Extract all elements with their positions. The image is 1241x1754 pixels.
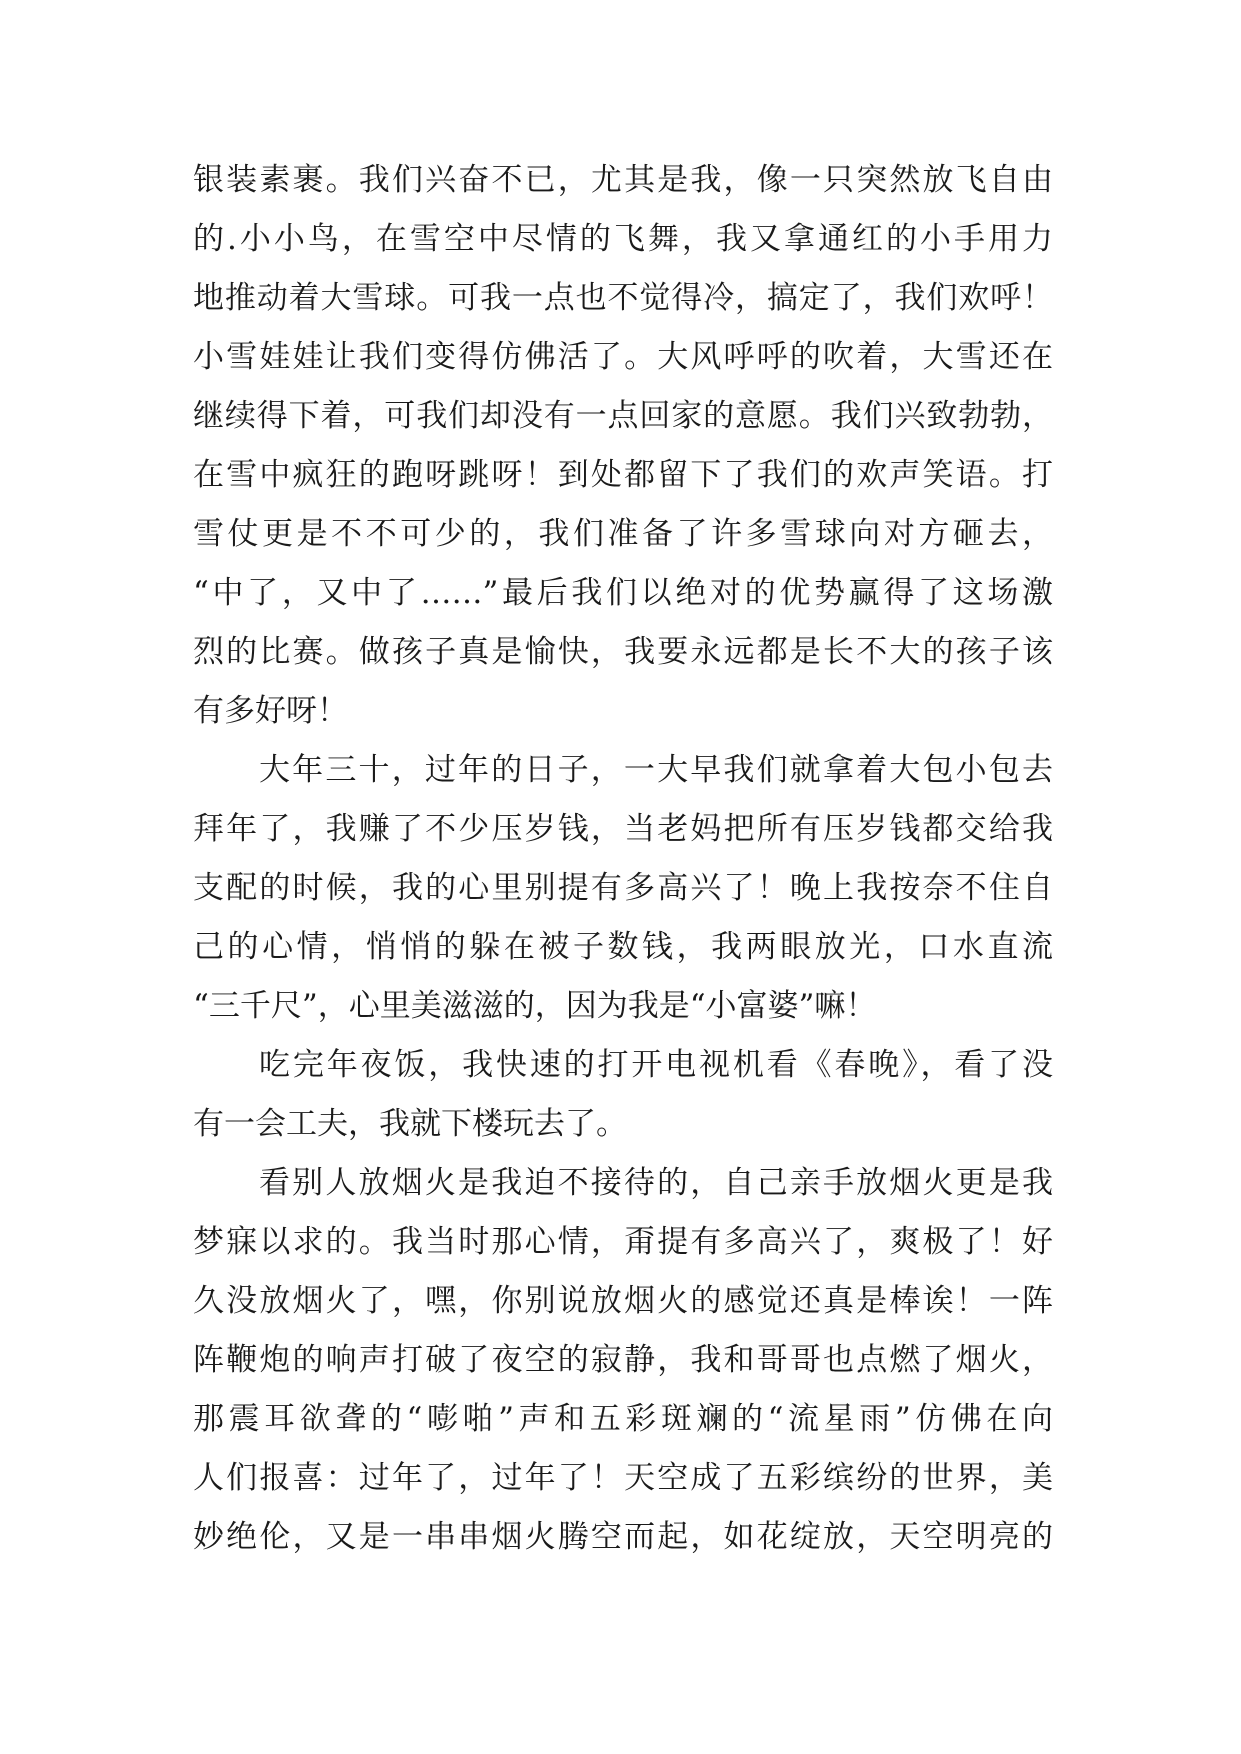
- text-line: 银装素裹。我们兴奋不已，尤其是我，像一只突然放飞自由: [193, 162, 1053, 198]
- text-line: 的.小小鸟，在雪空中尽情的飞舞，我又拿通红的小手用力: [193, 221, 1053, 257]
- text-line: 有一会工夫，我就下楼玩去了。: [193, 1106, 627, 1142]
- paragraph-first-line: 看别人放烟火是我迫不接待的，自己亲手放烟火更是我: [259, 1165, 1053, 1201]
- text-line: “中了，又中了……”最后我们以绝对的优势赢得了这场激: [193, 575, 1053, 611]
- text-line: “三千尺”，心里美滋滋的，因为我是“小富婆”嘛！: [193, 988, 877, 1024]
- text-line: 有多好呀！: [193, 693, 348, 729]
- paragraph-first-line: 大年三十，过年的日子，一大早我们就拿着大包小包去: [259, 752, 1053, 788]
- text-line: 雪仗更是不不可少的，我们准备了许多雪球向对方砸去，: [193, 516, 1053, 552]
- text-line: 人们报喜：过年了，过年了！天空成了五彩缤纷的世界，美: [193, 1460, 1053, 1496]
- text-line: 阵鞭炮的响声打破了夜空的寂静，我和哥哥也点燃了烟火，: [193, 1342, 1053, 1378]
- text-line: 继续得下着，可我们却没有一点回家的意愿。我们兴致勃勃，: [193, 398, 1053, 434]
- text-line: 拜年了，我赚了不少压岁钱，当老妈把所有压岁钱都交给我: [193, 811, 1053, 847]
- text-line: 久没放烟火了，嘿，你别说放烟火的感觉还真是棒诶！一阵: [193, 1283, 1053, 1319]
- text-line: 那震耳欲聋的“嘭啪”声和五彩斑斓的“流星雨”仿佛在向: [193, 1401, 1053, 1437]
- text-line: 己的心情，悄悄的躲在被子数钱，我两眼放光，口水直流: [193, 929, 1053, 965]
- paragraph-first-line: 吃完年夜饭，我快速的打开电视机看《春晚》，看了没: [259, 1047, 1053, 1083]
- text-line: 妙绝伦，又是一串串烟火腾空而起，如花绽放，天空明亮的: [193, 1519, 1053, 1555]
- text-line: 烈的比赛。做孩子真是愉快，我要永远都是长不大的孩子该: [193, 634, 1053, 670]
- text-line: 地推动着大雪球。可我一点也不觉得冷，搞定了，我们欢呼！: [193, 280, 1053, 316]
- text-line: 梦寐以求的。我当时那心情，甭提有多高兴了，爽极了！好: [193, 1224, 1053, 1260]
- text-line: 支配的时候，我的心里别提有多高兴了！晚上我按奈不住自: [193, 870, 1053, 906]
- text-line: 在雪中疯狂的跑呀跳呀！到处都留下了我们的欢声笑语。打: [193, 457, 1053, 493]
- body-text: [193, 151, 1053, 1567]
- text-line: 小雪娃娃让我们变得仿佛活了。大风呼呼的吹着，大雪还在: [193, 339, 1053, 375]
